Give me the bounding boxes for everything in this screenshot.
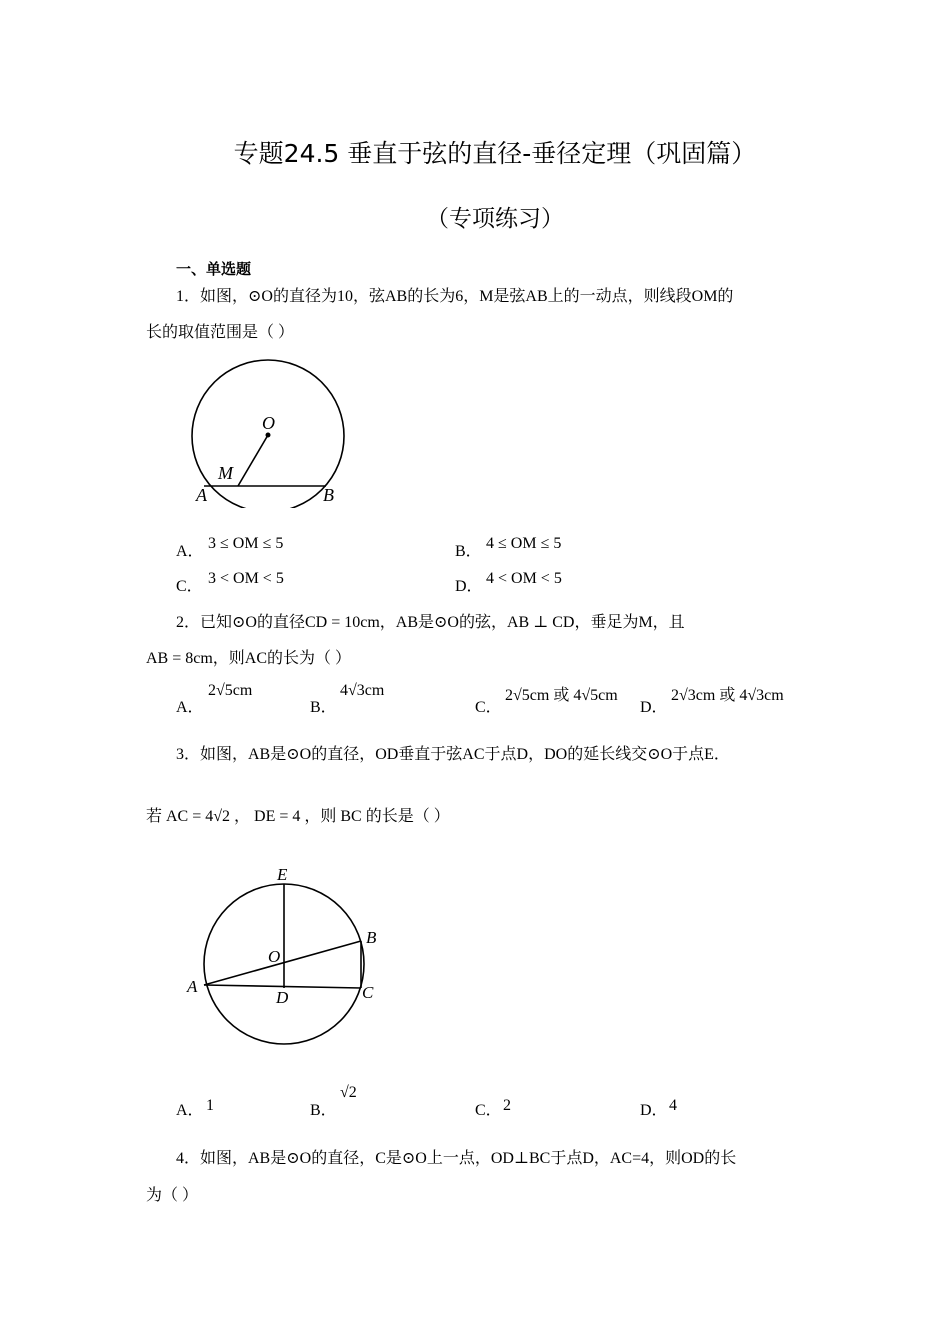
q1-option-b-label: B． [455, 543, 482, 560]
q2-option-c-value: 2√5cm 或 4√5cm [505, 687, 618, 704]
section-heading: 一、单选题 [176, 260, 252, 278]
q3-option-c-value: 2 [503, 1097, 511, 1114]
q2-option-a-value: 2√5cm [208, 682, 253, 699]
q3-label-c: C [362, 983, 374, 1002]
q1-segment-om [238, 435, 268, 486]
q2-line2: AB = 8cm，则AC的长为（ ） [146, 650, 352, 667]
q3-diameter-ab [204, 941, 361, 985]
q3-option-a-value: 1 [206, 1097, 214, 1114]
q1-option-d-value: 4 < OM < 5 [486, 570, 562, 587]
q2-line1: 2．已知⊙O的直径CD = 10cm，AB是⊙O的弦，AB ⊥ CD，垂足为M，且 [176, 614, 685, 631]
q1-line2: 长的取值范围是（ ） [146, 324, 295, 341]
q1-option-c-label: C． [176, 578, 203, 595]
page-title: 专题24.5 垂直于弦的直径-垂径定理（巩固篇） [233, 139, 757, 168]
q3-option-b-label: B． [310, 1102, 337, 1119]
page-subtitle: （专项练习） [426, 206, 564, 232]
q1-label-o: O [262, 413, 275, 433]
q1-label-m: M [218, 463, 233, 483]
q1-figure [186, 358, 356, 508]
q1-label-b: B [323, 485, 334, 505]
q1-option-a-value: 3 ≤ OM ≤ 5 [208, 535, 284, 552]
q3-option-c-label: C． [475, 1102, 502, 1119]
q4-line2: 为（ ） [146, 1187, 199, 1204]
q2-option-b-value: 4√3cm [340, 682, 385, 699]
q2-option-d-label: D． [640, 699, 668, 716]
q3-option-b-value: √2 [340, 1084, 357, 1101]
q3-label-d: D [276, 988, 289, 1007]
q3-option-d-value: 4 [669, 1097, 677, 1114]
q4-line1: 4．如图，AB是⊙O的直径，C是⊙O上一点，OD⊥BC于点D，AC=4，则OD的长 [176, 1150, 737, 1167]
q3-option-d-label: D． [640, 1102, 668, 1119]
q2-option-a-label: A． [176, 699, 204, 716]
q1-option-c-value: 3 < OM < 5 [208, 570, 284, 587]
q1-line1: 1．如图，⊙O的直径为10，弦AB的长为6，M是弦AB上的一动点，则线段OM的 [176, 288, 734, 305]
q3-label-b: B [366, 928, 377, 947]
q3-label-e: E [277, 865, 288, 884]
q3-label-o: O [268, 947, 281, 966]
q1-option-a-label: A． [176, 543, 204, 560]
q3-figure [180, 860, 390, 1055]
q1-center-dot [266, 433, 271, 438]
q2-option-b-label: B． [310, 699, 337, 716]
q1-option-d-label: D． [455, 578, 483, 595]
q2-option-c-label: C． [475, 699, 502, 716]
q2-option-d-value: 2√3cm 或 4√3cm [671, 687, 784, 704]
q3-label-a: A [187, 977, 198, 996]
q1-label-a: A [196, 485, 207, 505]
q3-line2: 若 AC = 4√2 ， DE = 4 ，则 BC 的长是（ ） [146, 808, 450, 825]
q3-option-a-label: A． [176, 1102, 204, 1119]
q3-line1: 3．如图，AB是⊙O的直径，OD垂直于弦AC于点D，DO的延长线交⊙O于点E． [176, 746, 730, 763]
q1-option-b-value: 4 ≤ OM ≤ 5 [486, 535, 562, 552]
